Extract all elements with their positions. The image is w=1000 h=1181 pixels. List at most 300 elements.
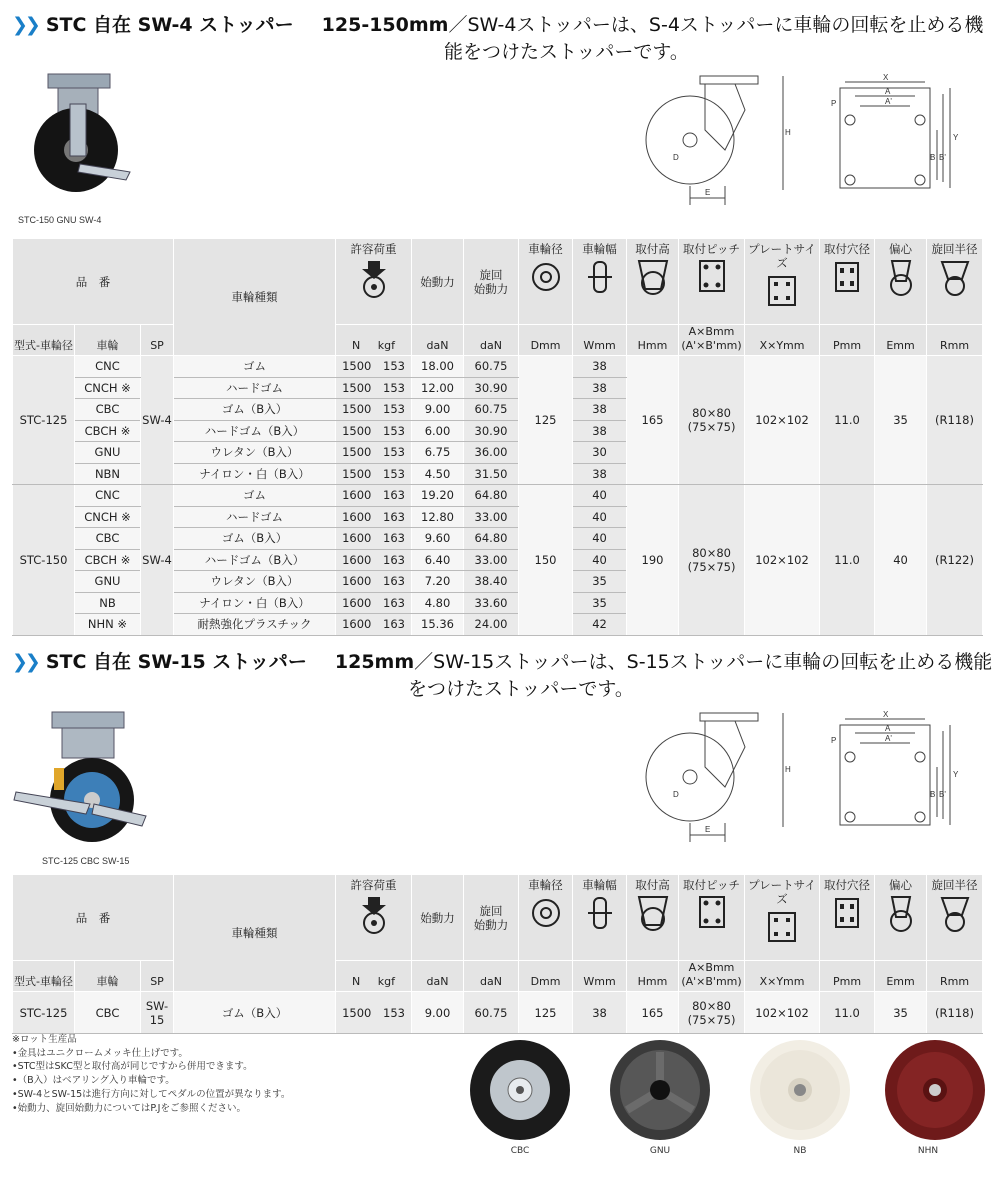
cell-load-kgf: 153 — [383, 466, 405, 481]
cell-wheel: CBC — [75, 528, 141, 550]
cell-kind: ゴム — [174, 356, 336, 378]
label-d: D — [673, 790, 679, 799]
wheel-diameter-icon — [531, 259, 561, 295]
note-item: •（B入）はベアリング入り車輪です。 — [12, 1075, 175, 1087]
cell-sp: SW-4 — [141, 356, 174, 485]
header-pitch-unit1: A×Bmm — [688, 961, 735, 974]
header-pitch-unit2: (A'×B'mm) — [681, 975, 742, 988]
label-b2: B' — [939, 153, 946, 162]
cell-load — [336, 485, 412, 507]
header-wheel: 車輪 — [75, 325, 141, 356]
cell-width: 40 — [573, 506, 627, 528]
cell-kind: ハードゴム — [174, 506, 336, 528]
header-height-unit: Hmm — [627, 961, 679, 992]
cell-pitch-line2: (75×75) — [687, 1012, 736, 1027]
cell-load — [336, 463, 412, 485]
wheel-caption-nhn: NHN — [917, 1146, 939, 1156]
header-wheel-kind: 車輪種類 — [174, 239, 336, 356]
header-radius-label: 旋回半径 — [931, 878, 978, 892]
label-p: P — [831, 736, 837, 745]
header-wheel-dia — [519, 239, 573, 325]
cell-load-n: 1500 — [342, 380, 372, 395]
header-swivel-unit: daN — [464, 325, 519, 356]
header-wheel-dia-unit: Dmm — [519, 325, 573, 356]
header-hole-label: 取付穴径 — [824, 242, 871, 256]
chevron-double-right-icon: ❯❯ — [12, 651, 38, 673]
header-radius-unit: Rmm — [927, 325, 983, 356]
cell-swivel: 31.50 — [464, 463, 519, 485]
cell-load-n: 1600 — [342, 509, 372, 524]
header-load-label: 許容荷重 — [350, 878, 397, 892]
cell-wheel: CNCH ※ — [75, 377, 141, 399]
cell-load-n: 1600 — [342, 531, 372, 546]
cell-pitch-line2: (75×75) — [687, 559, 736, 574]
header-pitch-unit2: (A'×B'mm) — [681, 339, 742, 352]
label-y: Y — [953, 770, 959, 779]
section2-title-size: 125mm — [334, 651, 415, 673]
header-height-unit: Hmm — [627, 325, 679, 356]
header-height-label: 取付高 — [635, 878, 670, 892]
cell-start: 9.00 — [412, 399, 464, 421]
header-wheel-dia-label: 車輪径 — [528, 878, 563, 892]
cell-load-kgf: 163 — [383, 574, 405, 589]
cell-load-n: 1600 — [342, 595, 372, 610]
label-e: E — [705, 188, 711, 197]
cell-pitch — [679, 356, 745, 485]
cell-load — [336, 356, 412, 378]
cell-width: 38 — [573, 992, 627, 1034]
cell-pitch-line1: 80×80 — [692, 545, 731, 560]
notes — [12, 1033, 290, 1115]
cell-height: 165 — [627, 356, 679, 485]
cell-wheel: GNU — [75, 442, 141, 464]
header-swivel-line1: 旋回 — [479, 903, 503, 918]
cell-kind: ウレタン（B入） — [174, 442, 336, 464]
header-plate-label: プレートサイズ — [748, 242, 816, 270]
mount-pitch-icon — [697, 259, 727, 293]
cell-load-kgf: 153 — [383, 402, 405, 417]
header-radius-unit: Rmm — [927, 961, 983, 992]
cell-model: STC-125 — [13, 992, 75, 1034]
hole-diameter-icon — [832, 895, 862, 931]
label-b: B — [930, 153, 936, 162]
cell-kind: ナイロン・白（B入） — [174, 463, 336, 485]
cell-wheel: CBCH ※ — [75, 420, 141, 442]
wheel-caption-cbc: CBC — [510, 1146, 530, 1156]
cell-kind: ハードゴム（B入） — [174, 549, 336, 571]
cell-start: 15.36 — [412, 614, 464, 636]
label-d: D — [673, 153, 679, 162]
section1-title — [12, 13, 983, 37]
load-caster-icon — [360, 895, 388, 935]
cell-kind: ナイロン・白（B入） — [174, 592, 336, 614]
label-y: Y — [953, 133, 959, 142]
section1-title-desc2: 能をつけたストッパーです。 — [444, 41, 689, 63]
photo-caption-sw4: STC-150 GNU SW-4 — [18, 215, 102, 225]
swivel-radius-icon — [938, 895, 972, 933]
header-wheel-width-unit: Wmm — [573, 325, 627, 356]
cell-width: 42 — [573, 614, 627, 636]
note-item: ※ロット生産品 — [12, 1034, 77, 1045]
note-item: •始動力、旋回始動力についてはP.Jをご参照ください。 — [12, 1102, 246, 1114]
header-sp: SP — [141, 325, 174, 356]
header-type-wheel: 型式-車輪径 — [13, 325, 75, 356]
cell-load-kgf: 153 — [383, 1005, 405, 1020]
plate-size-icon — [765, 909, 799, 945]
cell-load-n: 1500 — [342, 1005, 372, 1020]
header-start-unit: daN — [412, 325, 464, 356]
note-item: •STC型はSKC型と取付高が同じですから併用できます。 — [12, 1061, 253, 1073]
label-a2: A' — [885, 97, 892, 106]
section2-title — [12, 650, 992, 674]
wheel-photo-gnu — [595, 1040, 725, 1140]
caster-photo-sw4 — [18, 72, 138, 212]
cell-pitch-line2: (75×75) — [687, 420, 736, 434]
photo-caption-sw15: STC-125 CBC SW-15 — [42, 856, 130, 866]
header-offset-label: 偏心 — [889, 242, 913, 256]
label-e: E — [705, 825, 711, 834]
header-pitch-label: 取付ピッチ — [682, 878, 741, 892]
cell-load — [336, 614, 412, 636]
header-hole-unit: Pmm — [820, 325, 875, 356]
cell-load — [336, 592, 412, 614]
header-load-unit-n: N — [352, 339, 361, 352]
header-load-label: 許容荷重 — [350, 242, 397, 256]
header-hole — [820, 875, 875, 961]
wheel-diameter-icon — [531, 895, 561, 931]
offset-icon — [886, 259, 916, 297]
cell-wheel: NHN ※ — [75, 614, 141, 636]
wheel-width-icon — [585, 259, 615, 295]
cell-radius: (R118) — [927, 992, 983, 1034]
section1-title-size: 125-150mm — [321, 14, 449, 36]
cell-offset: 35 — [875, 356, 927, 485]
cell-load — [336, 377, 412, 399]
label-p: P — [831, 99, 837, 108]
header-plate-unit: X×Ymm — [745, 961, 820, 992]
section1-title-bold: STC 自在 SW-4 ストッパー — [45, 14, 294, 36]
header-wheel-width-label: 車輪幅 — [582, 878, 617, 892]
header-pitch-unit — [679, 961, 745, 992]
wheel-photo-nhn — [870, 1040, 1000, 1140]
note-item: •金具はユニクロームメッキ仕上げです。 — [12, 1047, 188, 1059]
header-height — [627, 239, 679, 325]
cell-load — [336, 399, 412, 421]
header-start-unit: daN — [412, 961, 464, 992]
cell-width: 38 — [573, 356, 627, 378]
cell-load — [336, 549, 412, 571]
cell-wheel: CNCH ※ — [75, 506, 141, 528]
header-offset-unit: Emm — [875, 961, 927, 992]
wheel-width-icon — [585, 895, 615, 931]
dimension-drawing-sw4 — [645, 70, 995, 210]
cell-load — [336, 506, 412, 528]
cell-swivel: 64.80 — [464, 485, 519, 507]
header-hinban: 品 番 — [13, 875, 174, 961]
cell-wheel: CBCH ※ — [75, 549, 141, 571]
label-x: X — [883, 710, 889, 719]
cell-load-kgf: 163 — [383, 488, 405, 503]
header-hole-unit: Pmm — [820, 961, 875, 992]
spec-table-sw15 — [12, 874, 983, 1034]
cell-wheel: CNC — [75, 356, 141, 378]
cell-width: 38 — [573, 377, 627, 399]
header-load-unit-kgf: kgf — [377, 975, 395, 988]
cell-load-n: 1500 — [342, 423, 372, 438]
cell-kind: 耐熱強化プラスチック — [174, 614, 336, 636]
cell-start: 4.80 — [412, 592, 464, 614]
cell-load-kgf: 153 — [383, 380, 405, 395]
cell-kind: ゴム — [174, 485, 336, 507]
header-radius — [927, 875, 983, 961]
cell-wheel: CNC — [75, 485, 141, 507]
swivel-radius-icon — [938, 259, 972, 297]
header-pitch-unit1: A×Bmm — [688, 325, 735, 338]
cell-swivel: 60.75 — [464, 356, 519, 378]
cell-load-n: 1600 — [342, 574, 372, 589]
table-row — [13, 485, 983, 507]
mount-height-icon — [635, 895, 671, 933]
cell-load-n: 1500 — [342, 466, 372, 481]
header-hole — [820, 239, 875, 325]
cell-start: 19.20 — [412, 485, 464, 507]
cell-model: STC-150 — [13, 485, 75, 636]
cell-radius: (R118) — [927, 356, 983, 485]
cell-swivel: 64.80 — [464, 528, 519, 550]
cell-load-n: 1500 — [342, 359, 372, 374]
cell-load — [336, 528, 412, 550]
dimension-drawing-sw15 — [645, 707, 995, 847]
header-pitch-label: 取付ピッチ — [682, 242, 741, 256]
cell-start: 6.00 — [412, 420, 464, 442]
cell-plate: 102×102 — [745, 485, 820, 636]
header-wheel: 車輪 — [75, 961, 141, 992]
cell-start: 9.60 — [412, 528, 464, 550]
cell-load-kgf: 163 — [383, 531, 405, 546]
cell-swivel: 24.00 — [464, 614, 519, 636]
cell-start: 9.00 — [412, 992, 464, 1034]
cell-start: 18.00 — [412, 356, 464, 378]
cell-wheel: NBN — [75, 463, 141, 485]
cell-kind: ウレタン（B入） — [174, 571, 336, 593]
label-b: B — [930, 790, 936, 799]
cell-pitch — [679, 992, 745, 1034]
header-pitch — [679, 875, 745, 961]
header-wheel-width — [573, 239, 627, 325]
cell-load-kgf: 163 — [383, 509, 405, 524]
header-wheel-dia-unit: Dmm — [519, 961, 573, 992]
cell-offset: 35 — [875, 992, 927, 1034]
cell-swivel: 33.00 — [464, 549, 519, 571]
header-offset — [875, 239, 927, 325]
cell-start: 6.40 — [412, 549, 464, 571]
label-a: A — [885, 87, 891, 96]
cell-plate: 102×102 — [745, 356, 820, 485]
label-a: A — [885, 724, 891, 733]
cell-hole: 11.0 — [820, 356, 875, 485]
cell-start: 12.80 — [412, 506, 464, 528]
cell-kind: ゴム（B入） — [174, 992, 336, 1034]
cell-load-n: 1600 — [342, 617, 372, 632]
cell-kind: ゴム（B入） — [174, 528, 336, 550]
cell-load-n: 1500 — [342, 445, 372, 460]
label-h: H — [785, 128, 791, 137]
cell-sp: SW-15 — [141, 992, 174, 1034]
label-a2: A' — [885, 734, 892, 743]
header-swivel-unit: daN — [464, 961, 519, 992]
cell-load-kgf: 153 — [383, 445, 405, 460]
label-h: H — [785, 765, 791, 774]
cell-swivel: 38.40 — [464, 571, 519, 593]
header-height-label: 取付高 — [635, 242, 670, 256]
cell-kind: ゴム（B入） — [174, 399, 336, 421]
cell-wheel: GNU — [75, 571, 141, 593]
header-swivel — [464, 239, 519, 325]
cell-radius: (R122) — [927, 485, 983, 636]
cell-swivel: 33.60 — [464, 592, 519, 614]
wheel-photo-cbc — [455, 1040, 585, 1140]
wheel-caption-gnu: GNU — [649, 1146, 671, 1156]
header-plate — [745, 239, 820, 325]
header-swivel-line1: 旋回 — [479, 267, 503, 282]
cell-hole: 11.0 — [820, 485, 875, 636]
cell-width: 38 — [573, 399, 627, 421]
cell-swivel: 30.90 — [464, 420, 519, 442]
cell-width: 38 — [573, 420, 627, 442]
cell-kind: ハードゴム（B入） — [174, 420, 336, 442]
wheel-caption-nb: NB — [793, 1146, 807, 1156]
cell-width: 40 — [573, 485, 627, 507]
cell-dia: 150 — [519, 485, 573, 636]
header-plate-unit: X×Ymm — [745, 325, 820, 356]
cell-swivel: 33.00 — [464, 506, 519, 528]
cell-load-kgf: 163 — [383, 617, 405, 632]
cell-load-kgf: 153 — [383, 423, 405, 438]
mount-pitch-icon — [697, 895, 727, 929]
caster-photo-sw15 — [12, 708, 152, 853]
cell-pitch — [679, 485, 745, 636]
header-wheel-width — [573, 875, 627, 961]
cell-wheel: CBC — [75, 399, 141, 421]
header-pitch-unit — [679, 325, 745, 356]
cell-load — [336, 420, 412, 442]
header-offset — [875, 875, 927, 961]
cell-model: STC-125 — [13, 356, 75, 485]
section2-title-desc1: ／SW-15ストッパーは、S-15ストッパーに車輪の回転を止める機能 — [414, 651, 993, 673]
header-wheel-dia-label: 車輪径 — [528, 242, 563, 256]
cell-height: 190 — [627, 485, 679, 636]
header-swivel — [464, 875, 519, 961]
plate-size-icon — [765, 273, 799, 309]
header-offset-label: 偏心 — [889, 878, 913, 892]
cell-load-n: 1600 — [342, 488, 372, 503]
header-type-wheel: 型式-車輪径 — [13, 961, 75, 992]
hole-diameter-icon — [832, 259, 862, 295]
cell-start: 7.20 — [412, 571, 464, 593]
chevron-double-right-icon: ❯❯ — [12, 14, 38, 36]
section1-title-desc1: ／SW-4ストッパーは、S-4ストッパーに車輪の回転を止める機 — [448, 14, 984, 36]
cell-start: 4.50 — [412, 463, 464, 485]
cell-load-kgf: 163 — [383, 552, 405, 567]
label-x: X — [883, 73, 889, 82]
cell-width: 40 — [573, 528, 627, 550]
header-offset-unit: Emm — [875, 325, 927, 356]
cell-load-n: 1600 — [342, 552, 372, 567]
header-pitch — [679, 239, 745, 325]
header-load-units — [336, 325, 412, 356]
header-start-force: 始動力 — [412, 239, 464, 325]
cell-swivel: 30.90 — [464, 377, 519, 399]
section2-title-desc2: をつけたストッパーです。 — [408, 678, 634, 700]
cell-width: 40 — [573, 549, 627, 571]
cell-hole: 11.0 — [820, 992, 875, 1034]
header-load — [336, 875, 412, 961]
header-load-units — [336, 961, 412, 992]
cell-sp: SW-4 — [141, 485, 174, 636]
header-load — [336, 239, 412, 325]
cell-width: 30 — [573, 442, 627, 464]
header-start-force: 始動力 — [412, 875, 464, 961]
header-height — [627, 875, 679, 961]
header-swivel-line2: 始動力 — [473, 281, 509, 296]
mount-height-icon — [635, 259, 671, 297]
cell-load-kgf: 163 — [383, 595, 405, 610]
offset-icon — [886, 895, 916, 933]
header-swivel-line2: 始動力 — [473, 917, 509, 932]
cell-dia: 125 — [519, 356, 573, 485]
header-radius — [927, 239, 983, 325]
cell-pitch-line1: 80×80 — [692, 406, 731, 420]
header-radius-label: 旋回半径 — [931, 242, 978, 256]
cell-start: 12.00 — [412, 377, 464, 399]
cell-load — [336, 442, 412, 464]
cell-width: 35 — [573, 592, 627, 614]
table-row — [13, 356, 983, 378]
cell-wheel: NB — [75, 592, 141, 614]
cell-pitch-line1: 80×80 — [692, 998, 731, 1013]
cell-dia: 125 — [519, 992, 573, 1034]
cell-swivel: 60.75 — [464, 992, 519, 1034]
cell-height: 165 — [627, 992, 679, 1034]
section2-title-bold: STC 自在 SW-15 ストッパー — [45, 651, 307, 673]
header-plate-label: プレートサイズ — [748, 878, 816, 906]
cell-wheel: CBC — [75, 992, 141, 1034]
spec-table-sw4 — [12, 238, 983, 636]
load-caster-icon — [360, 259, 388, 299]
header-hole-label: 取付穴径 — [824, 878, 871, 892]
wheel-photo-nb — [735, 1040, 865, 1140]
header-sp: SP — [141, 961, 174, 992]
cell-load — [336, 571, 412, 593]
cell-load-kgf: 153 — [383, 359, 405, 374]
header-load-unit-kgf: kgf — [377, 339, 395, 352]
cell-plate: 102×102 — [745, 992, 820, 1034]
cell-offset: 40 — [875, 485, 927, 636]
header-plate — [745, 875, 820, 961]
header-wheel-kind: 車輪種類 — [174, 875, 336, 992]
table-row — [13, 992, 983, 1034]
cell-swivel: 36.00 — [464, 442, 519, 464]
cell-start: 6.75 — [412, 442, 464, 464]
cell-width: 35 — [573, 571, 627, 593]
header-hinban: 品 番 — [13, 239, 174, 325]
label-b2: B' — [939, 790, 946, 799]
header-wheel-dia — [519, 875, 573, 961]
note-item: •SW-4とSW-15は進行方向に対してペダルの位置が異なります。 — [12, 1088, 291, 1100]
header-wheel-width-unit: Wmm — [573, 961, 627, 992]
cell-load-n: 1500 — [342, 402, 372, 417]
header-wheel-width-label: 車輪幅 — [582, 242, 617, 256]
